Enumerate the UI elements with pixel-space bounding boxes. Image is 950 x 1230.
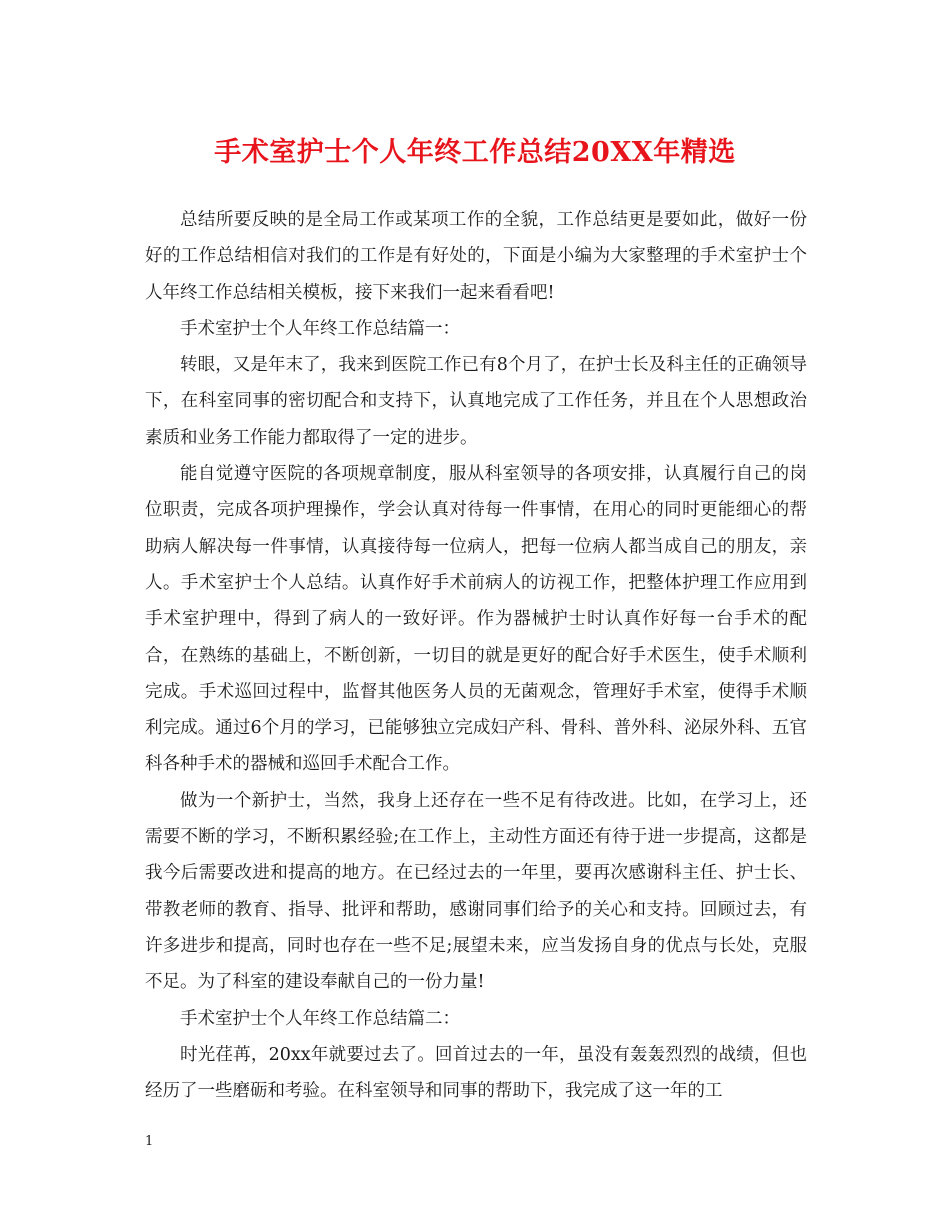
paragraph: 时光荏苒，20xx年就要过去了。回首过去的一年，虽没有轰轰烈烈的战绩，但也经历了一些磨砺和考验。在科室领导和同事的帮助下，我完成了这一年的工: [145, 1044, 807, 1102]
paragraph: 转眼，又是年末了，我来到医院工作已有8个月了，在护士长及科主任的正确领导下，在科室同事的密切配合和支持下，认真地完成了工作任务，并且在个人思想政治素质和业务工作能力都取得了一定的进步。: [145, 355, 807, 448]
paragraph-intro: 总结所要反映的是全局工作或某项工作的全貌，工作总结更是要如此，做好一份好的工作总结相信对我们的工作是有好处的，下面是小编为大家整理的手术室护士个人年终工作总结相关模板，接下来我们一起来看看吧!: [145, 210, 807, 303]
document-body: [145, 202, 807, 1109]
page-number: 1: [145, 1134, 154, 1149]
paragraph: 做为一个新护士，当然，我身上还存在一些不足有待改进。比如，在学习上，还需要不断的学习，不断积累经验;在工作上，主动性方面还有待于进一步提高，这都是我今后需要改进和提高的地方。在已经过去的一年里，要再次感谢科主任、护士长、带教老师的教育、指导、批评和帮助，感谢同事们给予的关心和支持。回顾过去，有许多进步和提高，同时也存在一些不足;展望未来，应当发扬自身的优点与长处，克服不足。为了科室的建设奉献自己的一份力量!: [145, 790, 807, 993]
section-heading-2: 手术室护士个人年终工作总结篇二：: [180, 1008, 460, 1029]
section-heading-1: 手术室护士个人年终工作总结篇一：: [180, 318, 460, 339]
document-title: 手术室护士个人年终工作总结20XX年精选: [214, 137, 736, 168]
paragraph: 能自觉遵守医院的各项规章制度，服从科室领导的各项安排，认真履行自己的岗位职责，完成各项护理操作，学会认真对待每一件事情，在用心的同时更能细心的帮助病人解决每一件事情，认真接待每一位病人，把每一位病人都当成自己的朋友，亲人。手术室护士个人总结。认真作好手术前病人的访视工作，把整体护理工作应用到手术室护理中，得到了病人的一致好评。作为器械护士时认真作好每一台手术的配合，在熟练的基础上，不断创新，一切目的就是更好的配合好手术医生，使手术顺利完成。手术巡回过程中，监督其他医务人员的无菌观念，管理好手术室，使得手术顺利完成。通过6个月的学习，已能够独立完成妇产科、骨科、普外科、泌尿外科、五官科各种手术的器械和巡回手术配合工作。: [145, 464, 807, 775]
